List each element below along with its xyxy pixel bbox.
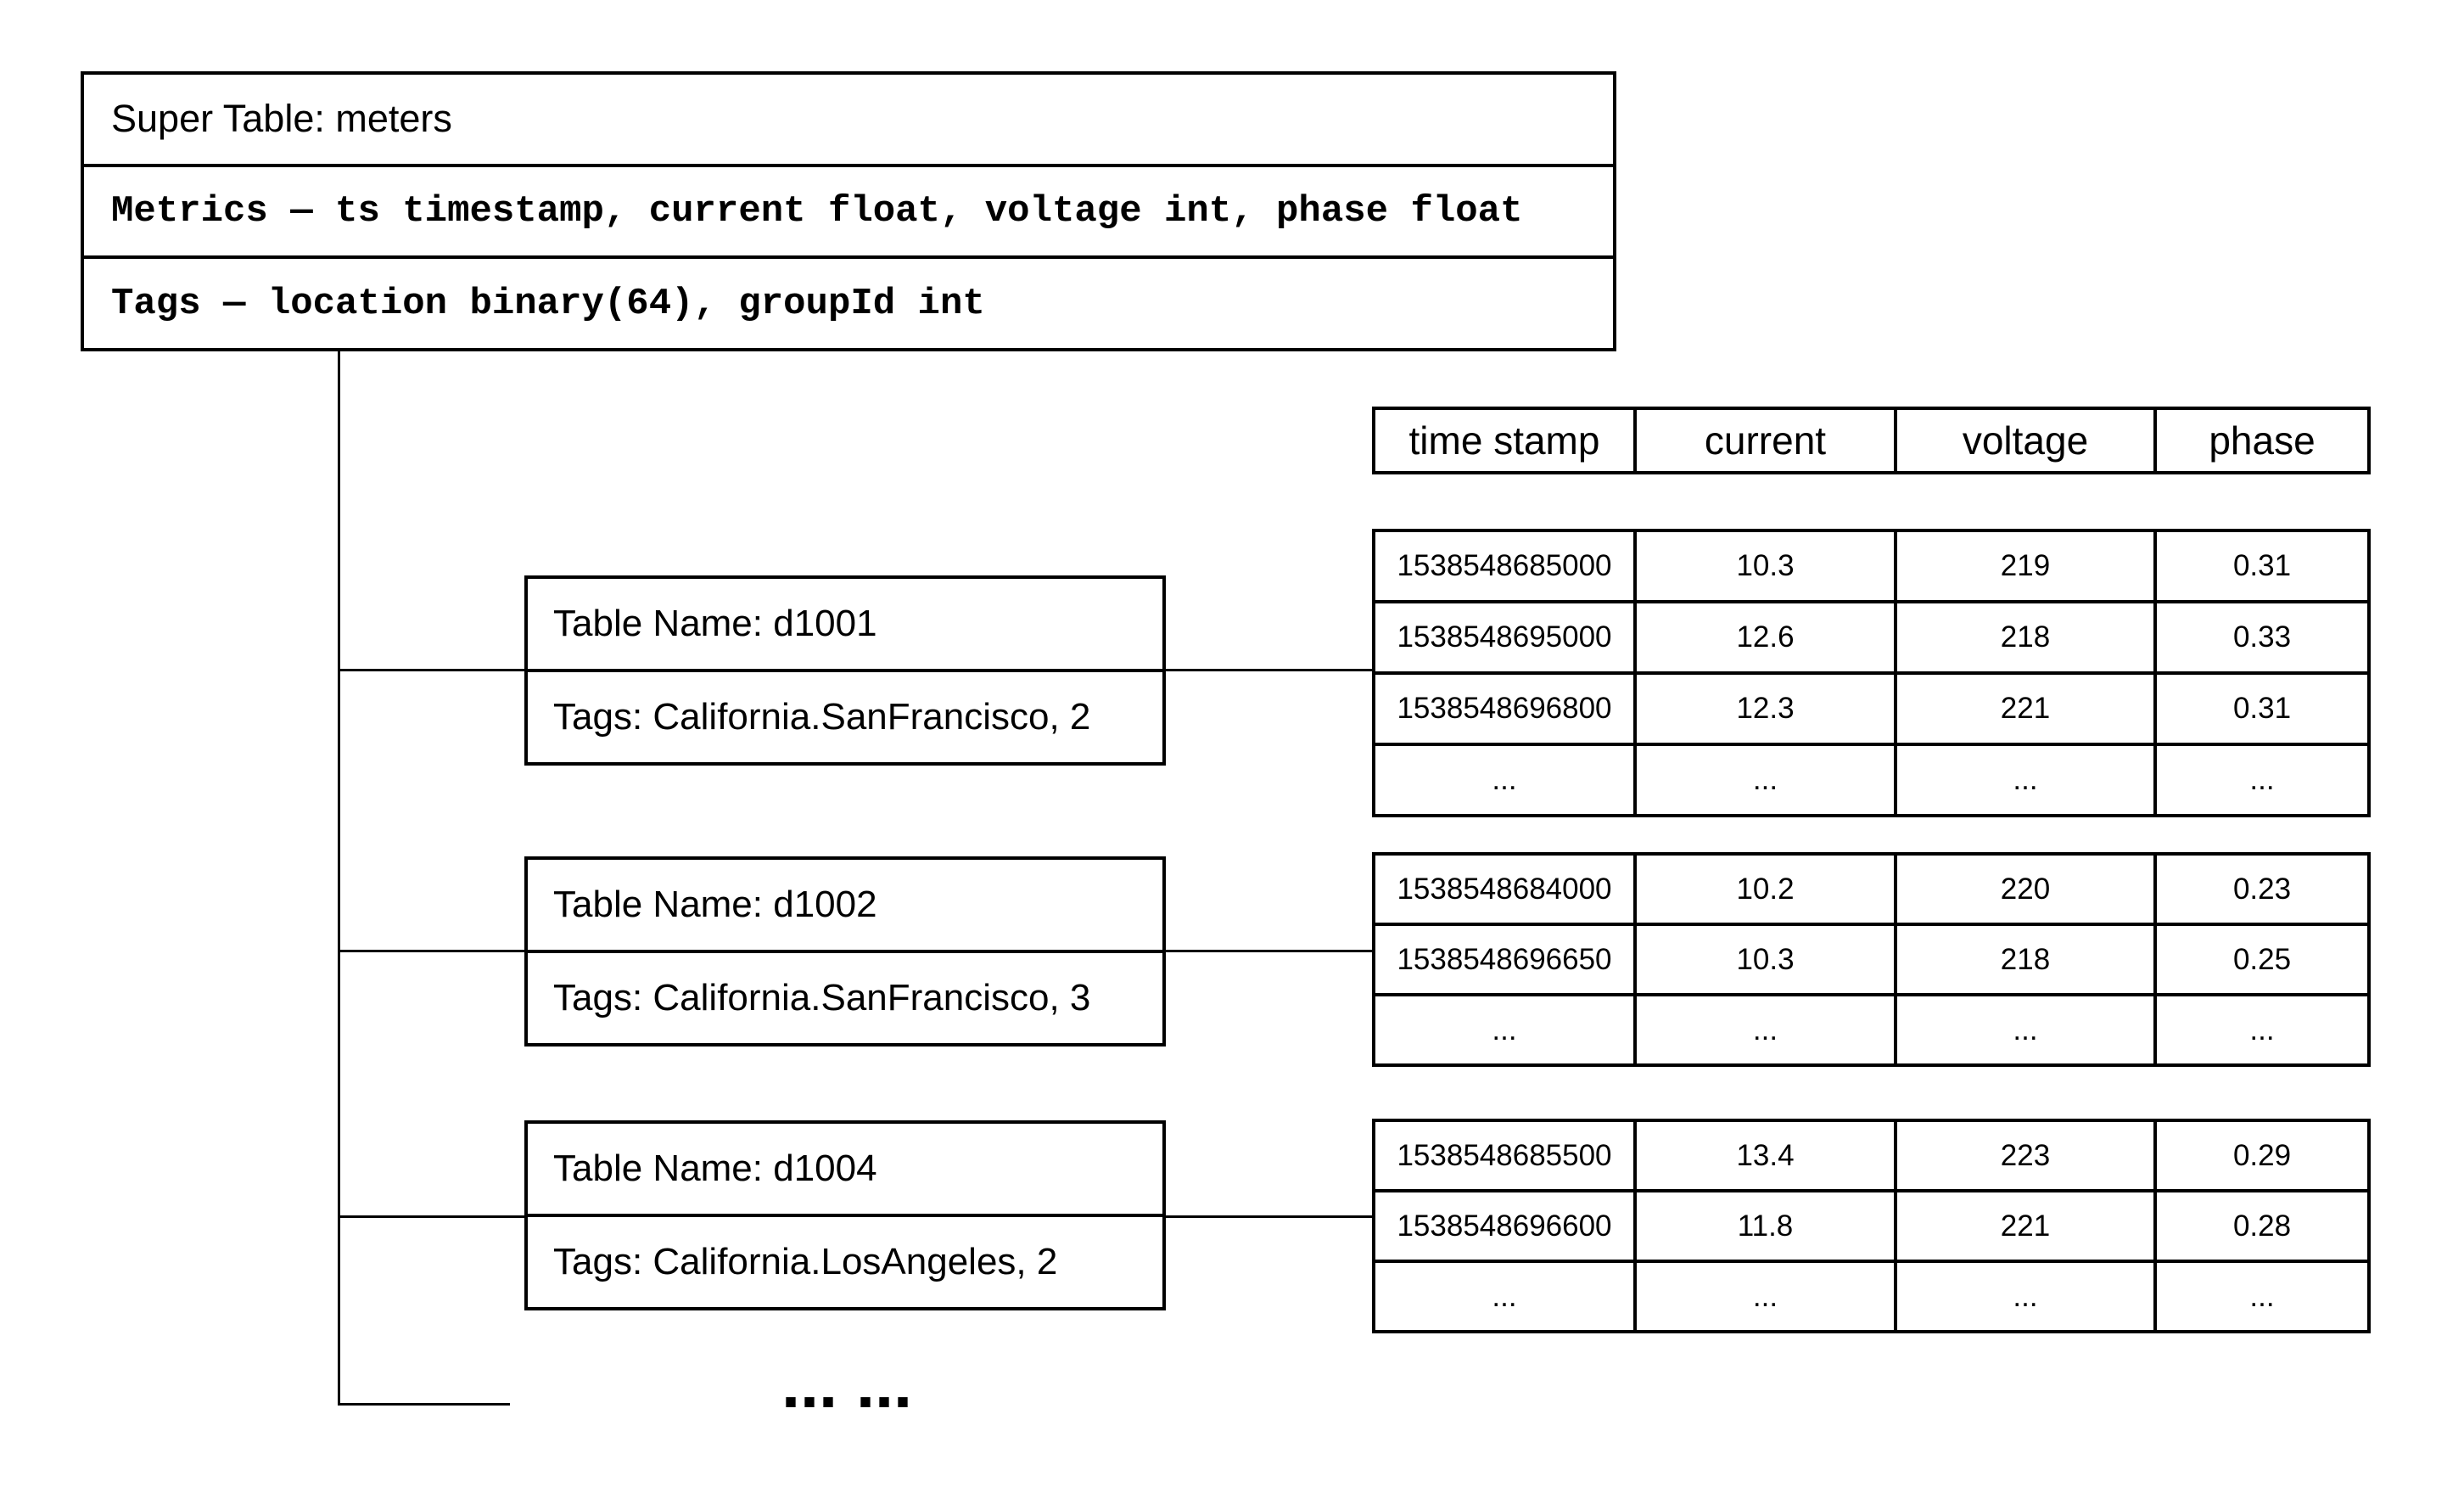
device-box-d1004 — [524, 1120, 1166, 1310]
table-cell: 0.25 — [2155, 924, 2369, 995]
table-cell: 10.3 — [1635, 530, 1896, 602]
super-table-box — [81, 71, 1616, 351]
table-cell: 220 — [1896, 854, 2155, 924]
more-tables-ellipsis: ... ... — [770, 1351, 902, 1428]
table-cell: 221 — [1896, 673, 2155, 744]
column-header-cell: phase — [2155, 408, 2369, 473]
table-cell: 0.31 — [2155, 673, 2369, 744]
table-cell: 0.31 — [2155, 530, 2369, 602]
table-row — [1374, 1261, 2369, 1332]
table-cell: 1538548696650 — [1374, 924, 1635, 995]
connector-line-d1004-table — [1163, 1215, 1374, 1218]
table-cell: 0.28 — [2155, 1191, 2369, 1261]
connector-line-d1002-table — [1163, 950, 1374, 952]
table-row — [1374, 602, 2369, 673]
table-row — [1374, 1120, 2369, 1191]
super-table-title: Super Table: meters — [111, 97, 452, 141]
device-box-d1002 — [524, 856, 1166, 1047]
table-cell: ... — [2155, 744, 2369, 816]
table-cell: 218 — [1896, 924, 2155, 995]
table-row — [1374, 924, 2369, 995]
table-cell: 12.3 — [1635, 673, 1896, 744]
table-cell: ... — [2155, 995, 2369, 1065]
table-row — [1374, 854, 2369, 924]
super-table-tags: Tags — location binary(64), groupId int — [84, 255, 1613, 348]
connector-line-d1001-table — [1163, 669, 1374, 671]
table-cell: ... — [1374, 995, 1635, 1065]
table-cell: 0.23 — [2155, 854, 2369, 924]
column-header-cell: time stamp — [1374, 408, 1635, 473]
header-row — [1374, 408, 2369, 473]
table-row — [1374, 744, 2369, 816]
table-cell: ... — [1896, 744, 2155, 816]
table-cell: ... — [1374, 1261, 1635, 1332]
table-cell: 11.8 — [1635, 1191, 1896, 1261]
super-table-metrics: Metrics — ts timestamp, current float, voltage int, phase float — [84, 164, 1613, 256]
branch-line-d1004 — [338, 1215, 527, 1218]
device-table-name: Table Name: d1004 — [553, 1148, 877, 1189]
table-cell: 0.29 — [2155, 1120, 2369, 1191]
table-cell: ... — [1635, 744, 1896, 816]
device-box-d1001 — [524, 575, 1166, 766]
branch-line-d1001 — [338, 669, 527, 671]
device-tags: Tags: California.SanFrancisco, 3 — [528, 950, 1162, 1043]
table-cell: 1538548685500 — [1374, 1120, 1635, 1191]
table-cell: 1538548696800 — [1374, 673, 1635, 744]
branch-line-more-tables — [338, 1403, 510, 1406]
table-cell: 223 — [1896, 1120, 2155, 1191]
column-header-table — [1372, 407, 2371, 474]
table-cell: 221 — [1896, 1191, 2155, 1261]
data-table-d1004 — [1372, 1119, 2371, 1333]
table-cell: 1538548684000 — [1374, 854, 1635, 924]
table-row — [1374, 530, 2369, 602]
table-cell: ... — [1374, 744, 1635, 816]
table-cell: 1538548695000 — [1374, 602, 1635, 673]
table-row — [1374, 1191, 2369, 1261]
device-table-name: Table Name: d1002 — [553, 884, 877, 925]
column-header-cell: current — [1635, 408, 1896, 473]
table-cell: ... — [1896, 1261, 2155, 1332]
device-tags: Tags: California.LosAngeles, 2 — [528, 1214, 1162, 1307]
device-table-name: Table Name: d1001 — [553, 603, 877, 644]
table-cell: ... — [1635, 995, 1896, 1065]
column-header-cell: voltage — [1896, 408, 2155, 473]
table-cell: 0.33 — [2155, 602, 2369, 673]
table-cell: 1538548696600 — [1374, 1191, 1635, 1261]
table-cell: ... — [2155, 1261, 2369, 1332]
table-cell: 10.2 — [1635, 854, 1896, 924]
data-table-d1001 — [1372, 529, 2371, 817]
table-cell: 10.3 — [1635, 924, 1896, 995]
table-row — [1374, 673, 2369, 744]
table-row — [1374, 995, 2369, 1065]
branch-line-d1002 — [338, 950, 527, 952]
table-cell: 12.6 — [1635, 602, 1896, 673]
data-table-d1002 — [1372, 852, 2371, 1067]
table-cell: ... — [1635, 1261, 1896, 1332]
table-cell: 13.4 — [1635, 1120, 1896, 1191]
table-cell: 219 — [1896, 530, 2155, 602]
device-tags: Tags: California.SanFrancisco, 2 — [528, 669, 1162, 762]
table-cell: ... — [1896, 995, 2155, 1065]
tree-trunk-line — [338, 351, 340, 1406]
table-cell: 1538548685000 — [1374, 530, 1635, 602]
table-cell: 218 — [1896, 602, 2155, 673]
